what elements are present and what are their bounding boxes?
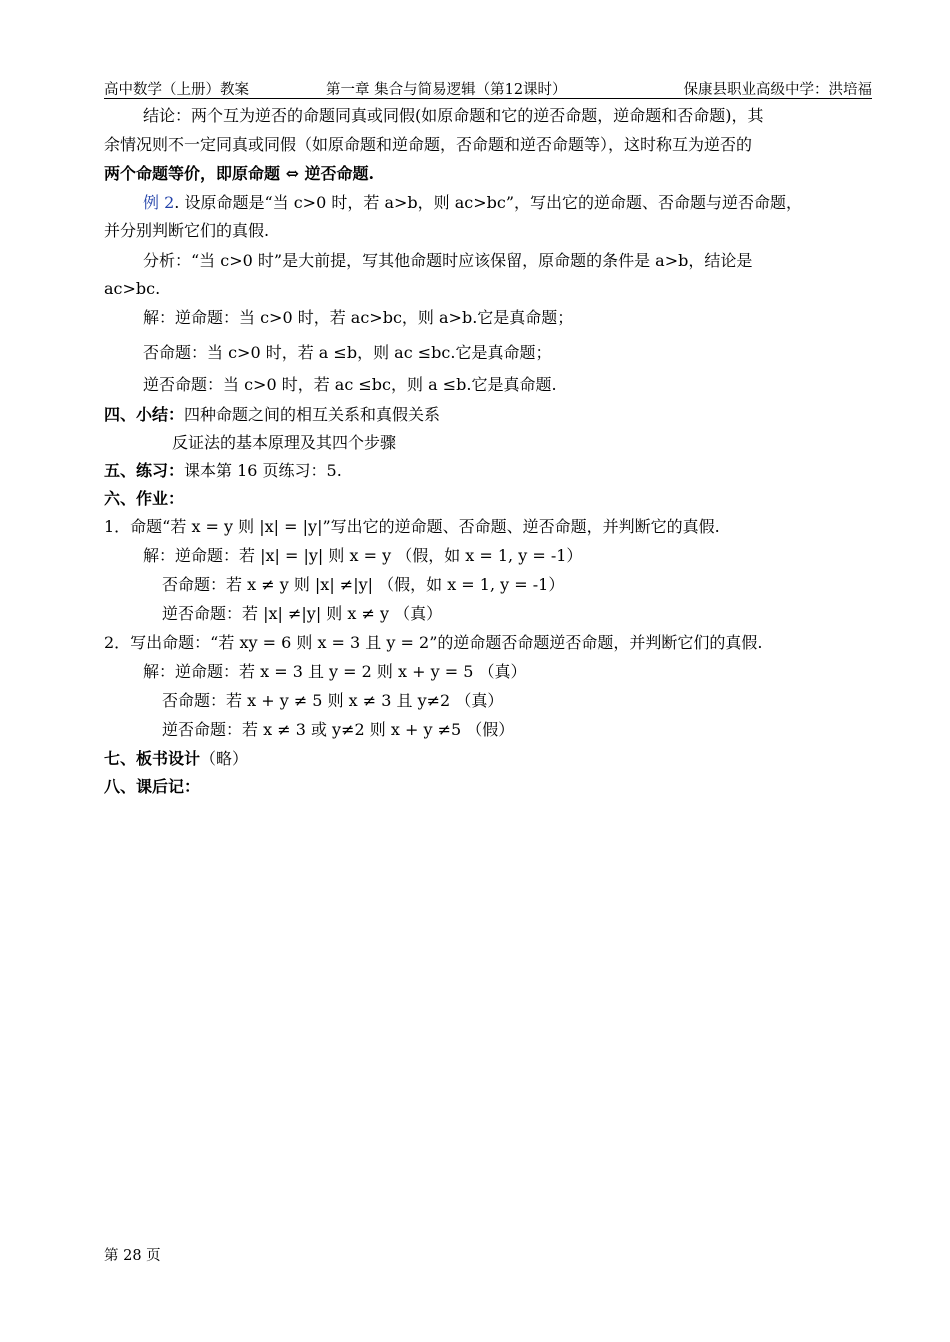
homework-q2-answer-2: 否命题：若 x + y ≠ 5 则 x ≠ 3 且 y≠2 （真） — [162, 691, 504, 710]
header-course: 高中数学（上册）教案 — [104, 82, 249, 98]
after-class-heading: 八、课后记： — [104, 777, 201, 796]
page-number: 第 28 页 — [104, 1248, 161, 1264]
homework-q1: 1．命题“若 x = y 则 |x| = |y|”写出它的逆命题、否命题、逆否命题，并判断它的真假. — [104, 517, 720, 536]
summary-line-1 — [104, 403, 440, 427]
board-design-line — [104, 747, 248, 771]
summary-line-2: 反证法的基本原理及其四个步骤 — [172, 433, 397, 452]
homework-q1-answer-2: 否命题：若 x ≠ y 则 |x| ≠|y| （假，如 x = 1, y = -1） — [162, 575, 565, 594]
page-header — [104, 78, 872, 99]
summary-heading: 四、小结： — [104, 405, 185, 424]
example-2-text: . 设原命题是“当 c>0 时，若 a>b，则 ac>bc”，写出它的逆命题、否命题与逆否命题， — [174, 193, 803, 212]
homework-q2: 2．写出命题：“若 xy = 6 则 x = 3 且 y = 2”的逆命题否命题逆否命题，并判断它们的真假. — [104, 633, 763, 652]
practice-heading: 五、练习： — [104, 461, 185, 480]
homework-heading: 六、作业： — [104, 489, 185, 508]
solution-inverse: 否命题：当 c>0 时，若 a ≤b，则 ac ≤bc.它是真命题； — [143, 343, 552, 362]
summary-text-1: 四种命题之间的相互关系和真假关系 — [184, 405, 441, 424]
conclusion-line-1: 结论：两个互为逆否的命题同真或同假(如原命题和它的逆否命题，逆命题和否命题)，其 — [143, 106, 764, 125]
practice-text: 课本第 16 页练习：5. — [184, 461, 342, 480]
homework-q1-answer-3: 逆否命题：若 |x| ≠|y| 则 x ≠ y （真） — [162, 604, 443, 623]
header-chapter: 第一章 集合与简易逻辑（第12课时） — [326, 82, 567, 98]
solution-contrapositive: 逆否命题：当 c>0 时，若 ac ≤bc，则 a ≤b.它是真命题. — [143, 375, 557, 394]
board-heading: 七、板书设计 — [104, 749, 201, 768]
analysis-line-1: 分析：“当 c>0 时”是大前提，写其他命题时应该保留，原命题的条件是 a>b，结论是 — [143, 251, 753, 270]
header-author: 保康县职业高级中学：洪培福 — [683, 82, 872, 98]
board-note: （略） — [200, 749, 249, 768]
solution-converse: 解：逆命题：当 c>0 时，若 ac>bc，则 a>b.它是真命题； — [143, 308, 574, 327]
homework-q2-answer-3: 逆否命题：若 x ≠ 3 或 y≠2 则 x + y ≠5 （假） — [162, 720, 515, 739]
example-2-label: 例 2 — [143, 193, 175, 212]
example-2-line-2: 并分别判断它们的真假. — [104, 221, 270, 240]
conclusion-line-3: 两个命题等价，即原命题 ⇔ 逆否命题. — [104, 164, 375, 183]
analysis-line-2: ac>bc. — [104, 279, 161, 298]
homework-q1-answer-1: 解：逆命题：若 |x| = |y| 则 x = y （假，如 x = 1, y = -1） — [143, 546, 583, 565]
homework-q2-answer-1: 解：逆命题：若 x = 3 且 y = 2 则 x + y = 5 （真） — [143, 662, 527, 681]
conclusion-line-2: 余情况则不一定同真或同假（如原命题和逆命题，否命题和逆否命题等），这时称互为逆否的 — [104, 135, 753, 154]
practice-line — [104, 459, 342, 483]
example-2-line-1 — [143, 191, 802, 215]
